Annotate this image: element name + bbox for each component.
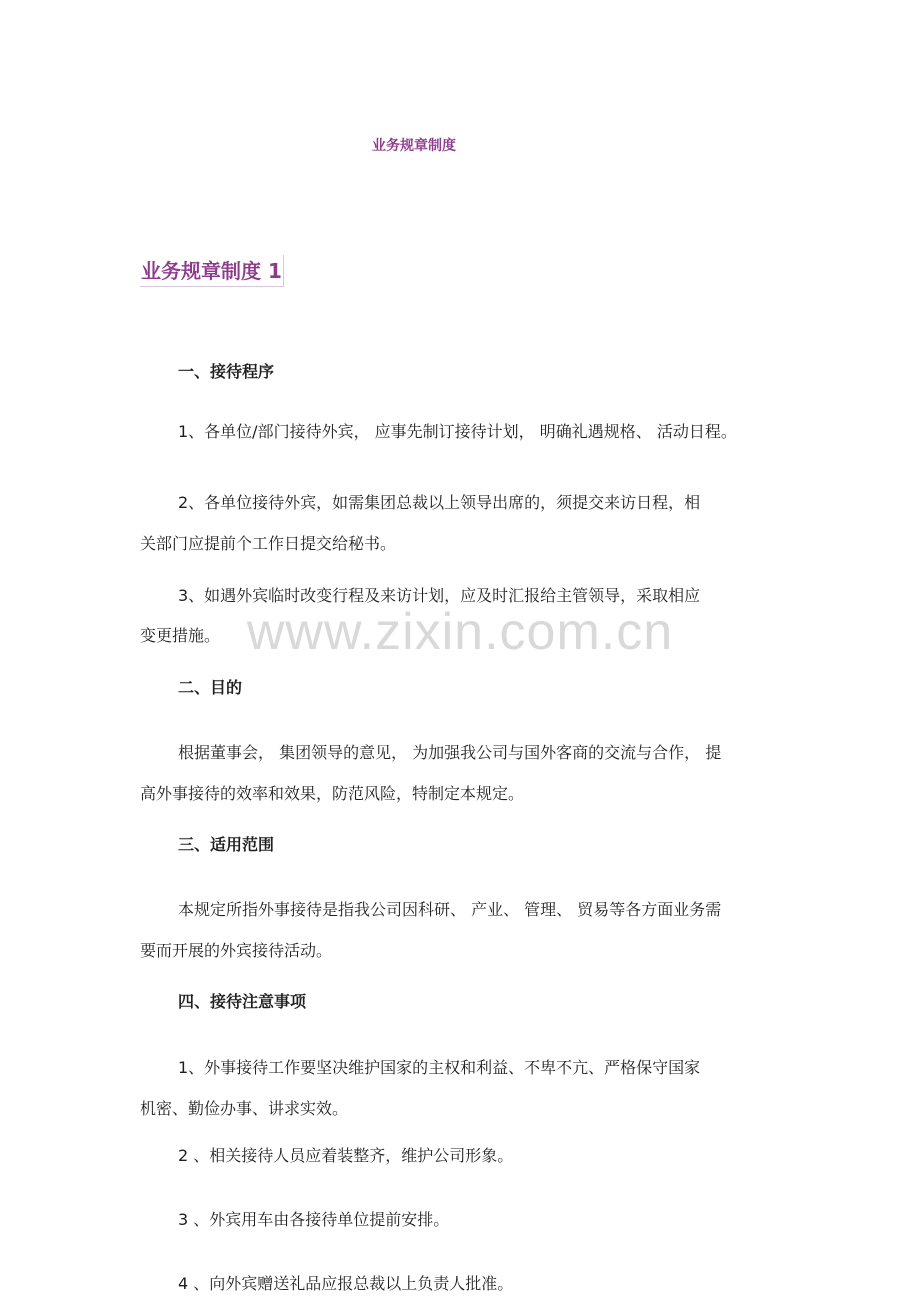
section-heading: 业务规章制度 1	[140, 255, 284, 287]
heading-purpose: 二、目的	[178, 678, 243, 697]
heading-reception-procedure: 一、接待程序	[178, 362, 275, 381]
paragraph-line: 本规定所指外事接待是指我公司因科研、 产业、 管理、 贸易等各方面业务需	[178, 900, 722, 919]
paragraph-line: 2 、相关接待人员应着装整齐，维护公司形象。	[178, 1146, 514, 1165]
paragraph-line: 根据董事会， 集团领导的意见， 为加强我公司与国外客商的交流与合作， 提	[178, 743, 722, 762]
paragraph-line: 高外事接待的效率和效果，防范风险，特制定本规定。	[140, 784, 525, 803]
paragraph-line: 关部门应提前个工作日提交给秘书。	[140, 534, 397, 553]
paragraph-line: 1、外事接待工作要坚决维护国家的主权和利益、不卑不亢、严格保守国家	[178, 1058, 701, 1077]
paragraph-line: 3 、外宾用车由各接待单位提前安排。	[178, 1210, 450, 1229]
paragraph-line: 要而开展的外宾接待活动。	[140, 941, 333, 960]
paragraph-line: 2、各单位接待外宾，如需集团总裁以上领导出席的，须提交来访日程，相	[178, 493, 701, 512]
paragraph-line: 4 、向外宾赠送礼品应报总裁以上负责人批准。	[178, 1274, 514, 1293]
heading-scope: 三、适用范围	[178, 835, 275, 854]
paragraph-line: 变更措施。	[140, 626, 221, 645]
document-title: 业务规章制度	[372, 138, 456, 154]
paragraph-line: 3、如遇外宾临时改变行程及来访计划，应及时汇报给主管领导，采取相应	[178, 586, 701, 605]
paragraph-line: 1、各单位/部门接待外宾， 应事先制订接待计划， 明确礼遇规格、 活动日程。	[178, 422, 737, 441]
watermark: www.zixin.com.cn	[246, 603, 674, 661]
heading-notes: 四、接待注意事项	[178, 992, 307, 1011]
paragraph-line: 机密、勤俭办事、讲求实效。	[140, 1099, 349, 1118]
